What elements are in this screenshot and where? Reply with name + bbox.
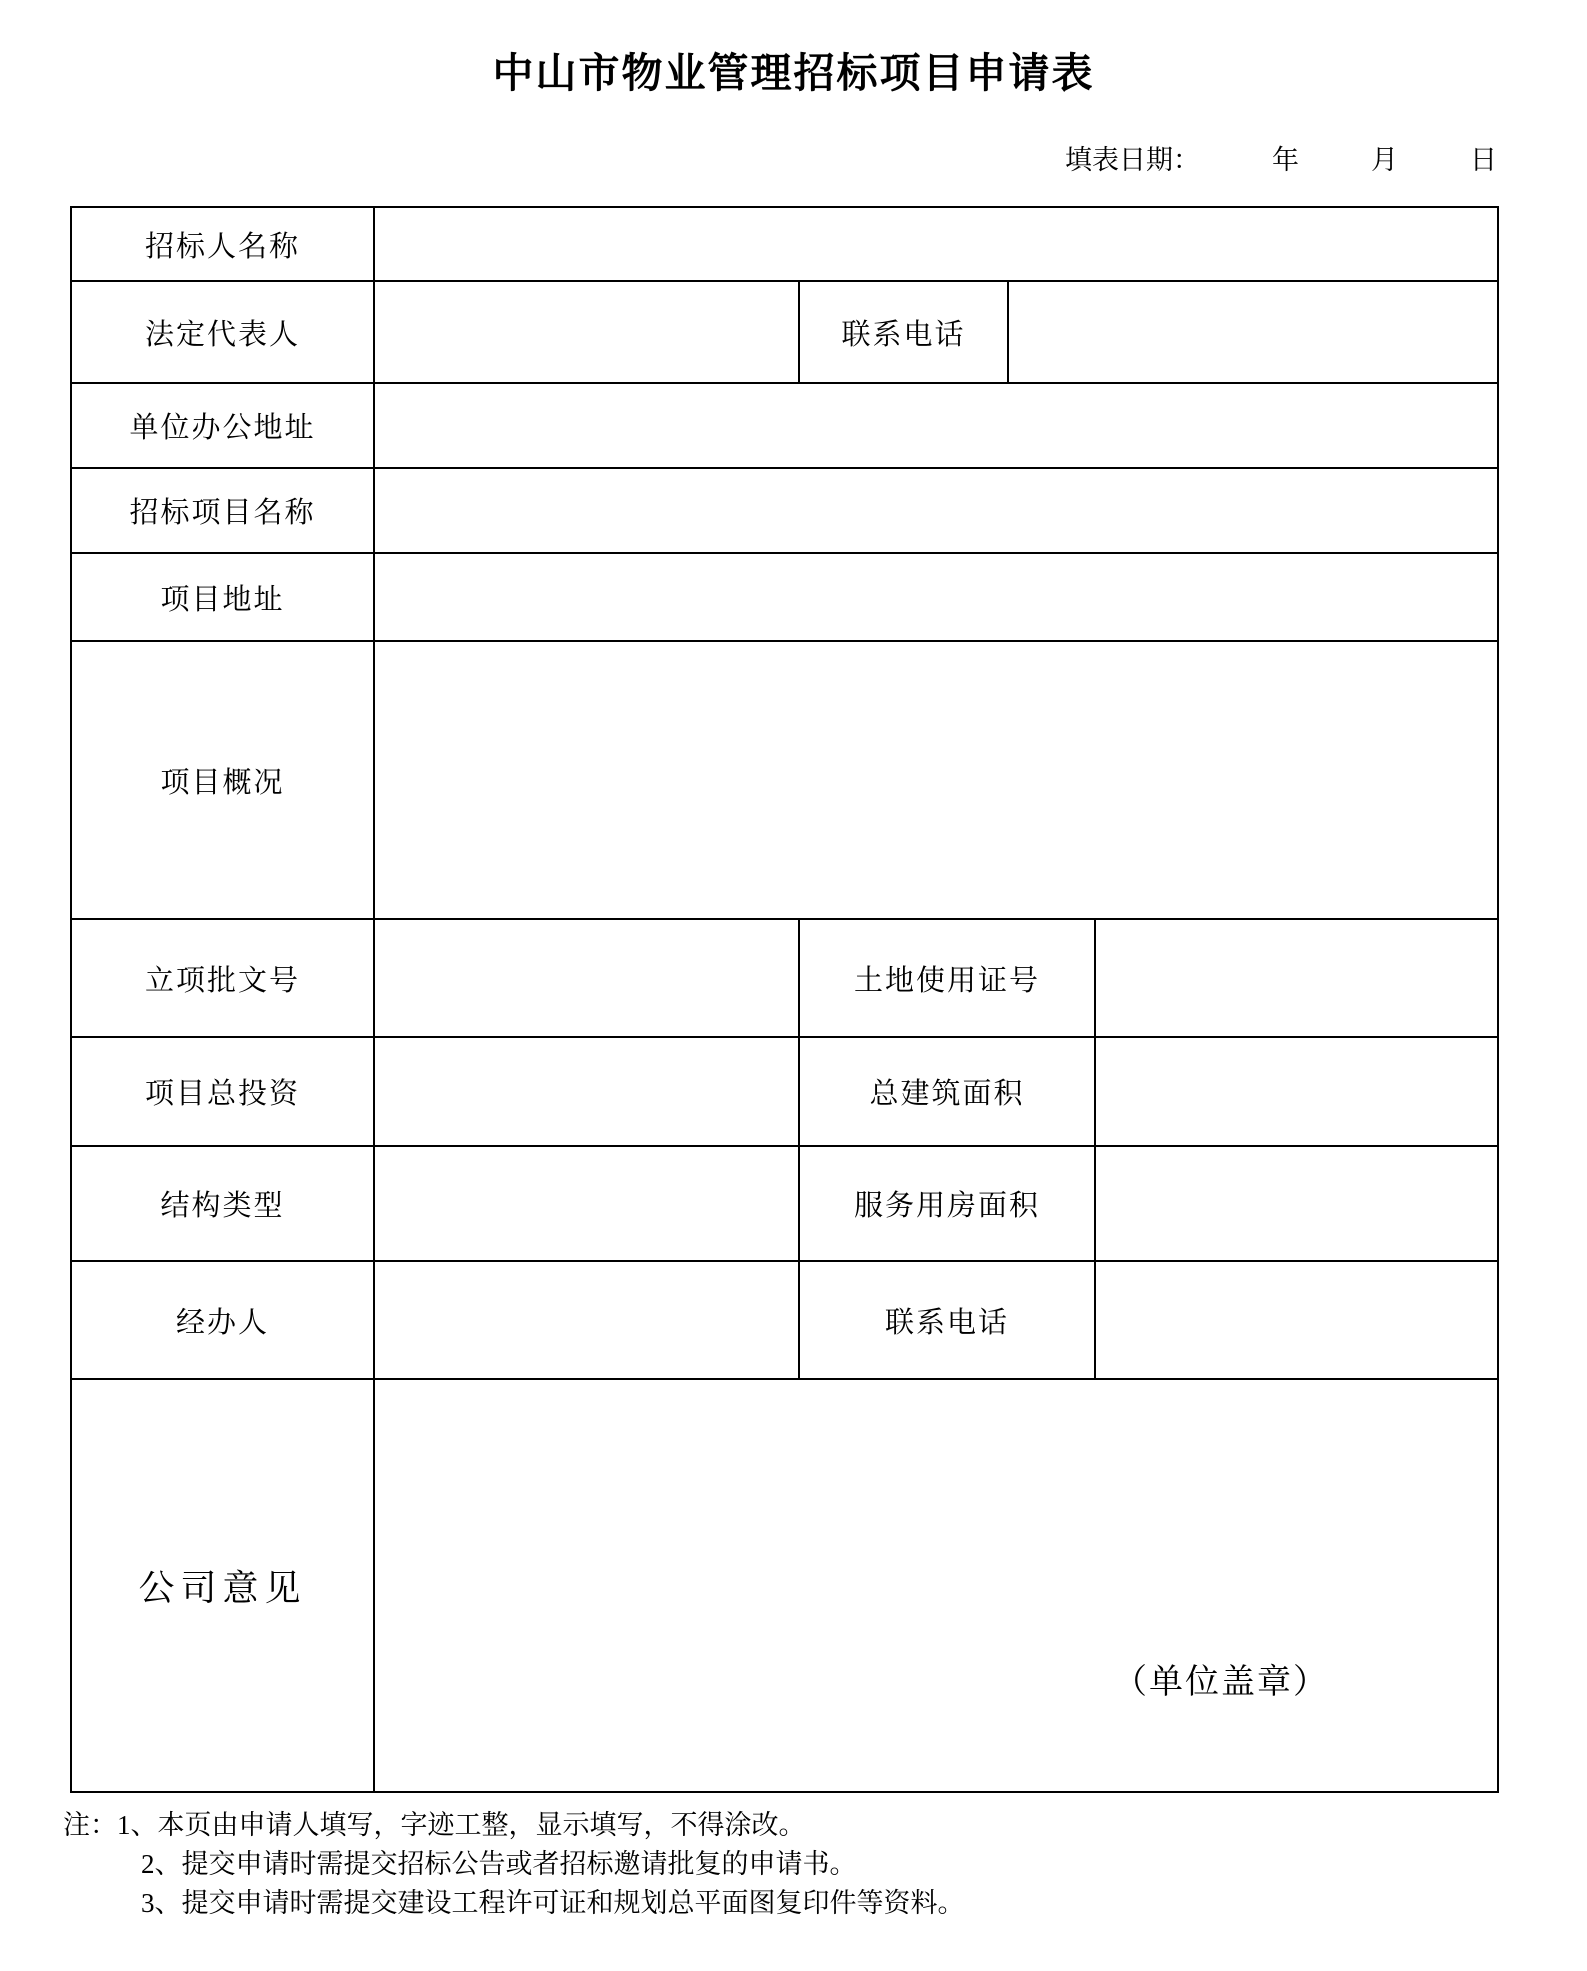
field-label-legal-representative: 法定代表人: [71, 281, 374, 383]
table-row: [71, 553, 1498, 641]
total-floor-area-field[interactable]: [1095, 1037, 1498, 1146]
form-date-line: [1065, 138, 1497, 177]
table-row: [71, 1379, 1498, 1792]
date-year-label: 年: [1272, 145, 1299, 175]
tender-project-name-field[interactable]: [374, 468, 1498, 553]
date-day-blank[interactable]: [1398, 168, 1470, 169]
table-row: [71, 281, 1498, 383]
handler-phone-field[interactable]: [1095, 1261, 1498, 1379]
field-label-tender-project-name: 招标项目名称: [71, 468, 374, 553]
contact-phone-field[interactable]: [1008, 281, 1498, 383]
field-label-structure-type: 结构类型: [71, 1146, 374, 1261]
note-line-2: 2、提交申请时需提交招标公告或者招标邀请批复的申请书。: [141, 1849, 857, 1879]
company-stamp-placeholder: （单位盖章）: [1113, 1664, 1329, 1701]
table-row: [71, 919, 1498, 1037]
office-address-field[interactable]: [374, 383, 1498, 468]
company-opinion-field[interactable]: [374, 1379, 1498, 1792]
date-label: 填表日期：: [1065, 145, 1200, 175]
project-overview-field[interactable]: [374, 641, 1498, 919]
note-line-3: 3、提交申请时需提交建设工程许可证和规划总平面图复印件等资料。: [141, 1888, 965, 1918]
field-label-tenderer-name: 招标人名称: [71, 207, 374, 281]
date-month-blank[interactable]: [1299, 168, 1371, 169]
tenderer-name-field[interactable]: [374, 207, 1498, 281]
field-label-project-address: 项目地址: [71, 553, 374, 641]
form-notes: [63, 1806, 1213, 1923]
field-label-handler: 经办人: [71, 1261, 374, 1379]
field-label-office-address: 单位办公地址: [71, 383, 374, 468]
field-label-project-overview: 项目概况: [71, 641, 374, 919]
note-line-1: 注：1、本页由申请人填写，字迹工整，显示填写，不得涂改。: [63, 1810, 806, 1840]
table-row: [71, 641, 1498, 919]
table-row: [71, 1037, 1498, 1146]
field-label-handler-phone: 联系电话: [799, 1261, 1095, 1379]
field-label-approval-doc-number: 立项批文号: [71, 919, 374, 1037]
date-day-label: 日: [1470, 145, 1497, 175]
field-label-total-investment: 项目总投资: [71, 1037, 374, 1146]
project-address-field[interactable]: [374, 553, 1498, 641]
service-room-area-field[interactable]: [1095, 1146, 1498, 1261]
field-label-service-room-area: 服务用房面积: [799, 1146, 1095, 1261]
legal-representative-field[interactable]: [374, 281, 799, 383]
land-use-cert-number-field[interactable]: [1095, 919, 1498, 1037]
application-form-table: [70, 206, 1499, 1793]
field-label-total-floor-area: 总建筑面积: [799, 1037, 1095, 1146]
table-row: [71, 468, 1498, 553]
date-year-blank[interactable]: [1200, 168, 1272, 169]
field-label-land-use-cert-number: 土地使用证号: [799, 919, 1095, 1037]
handler-field[interactable]: [374, 1261, 799, 1379]
table-row: [71, 207, 1498, 281]
table-row: [71, 1146, 1498, 1261]
structure-type-field[interactable]: [374, 1146, 799, 1261]
total-investment-field[interactable]: [374, 1037, 799, 1146]
date-month-label: 月: [1371, 145, 1398, 175]
approval-doc-number-field[interactable]: [374, 919, 799, 1037]
page-title: 中山市物业管理招标项目申请表: [492, 50, 1095, 96]
table-row: [71, 1261, 1498, 1379]
field-label-company-opinion: 公司意见: [71, 1379, 374, 1792]
field-label-contact-phone: 联系电话: [799, 281, 1008, 383]
table-row: [71, 383, 1498, 468]
